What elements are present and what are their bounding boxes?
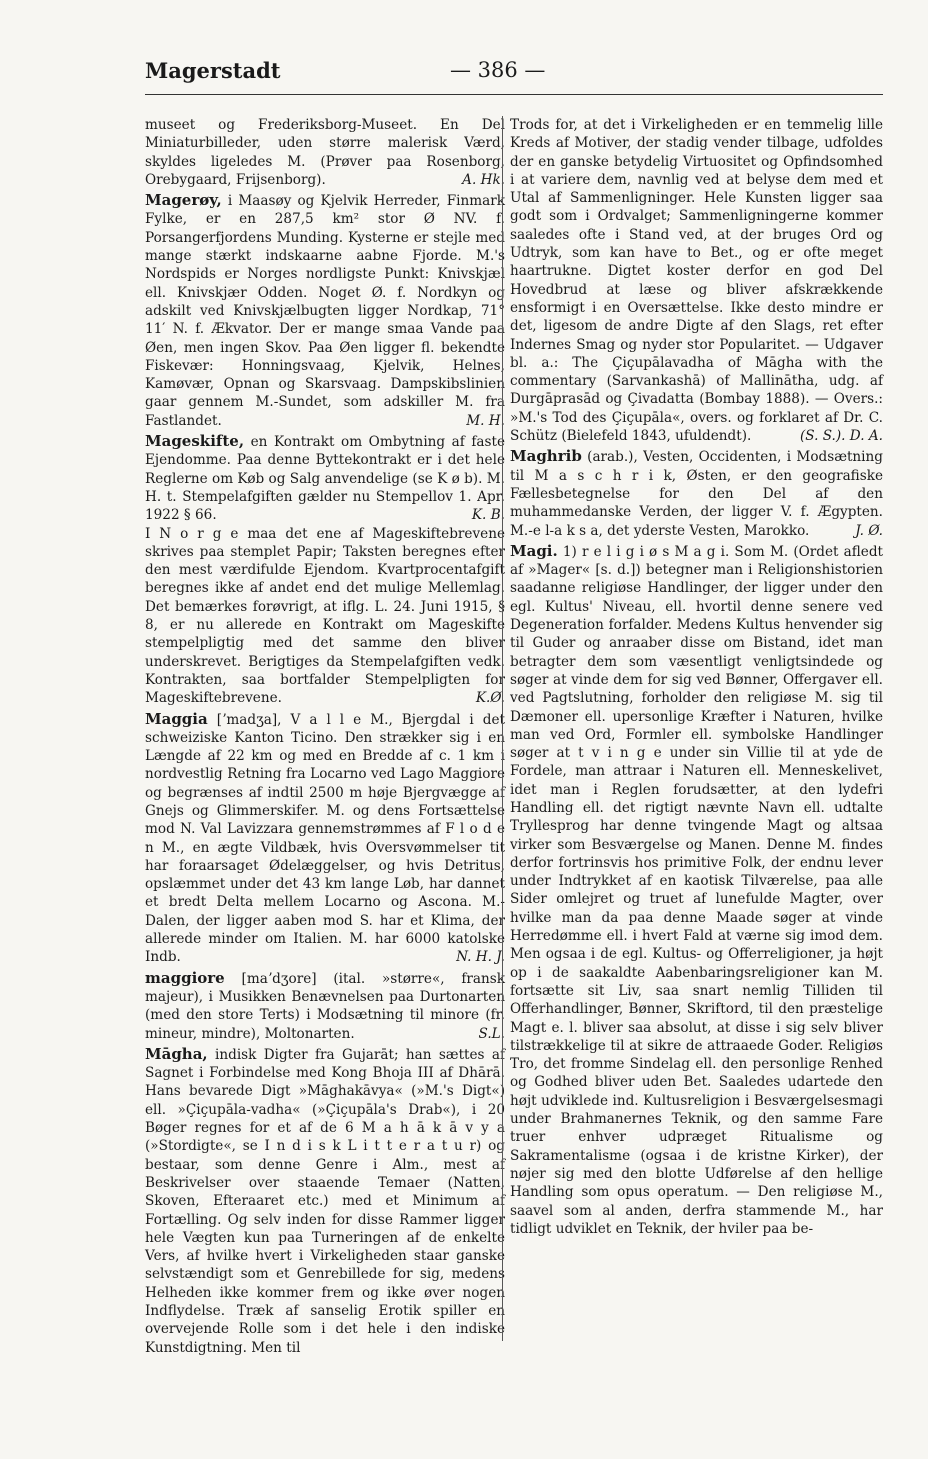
headword: Māgha, — [145, 1044, 208, 1063]
entry-signature: A. Hk. — [462, 171, 505, 188]
headword: Maghrib — [510, 447, 582, 466]
entry-signature: J. Ø. — [855, 522, 883, 539]
entry-magha: Māgha, indisk Digter fra Gujarāt; han sættes af Sagnet i Forbindelse med Kong Bhoja III af Dhārā. Hans bevarede Digt »Māghakāvya« (»M.'s Digt«) ell. »Çiçupāla-vadha« (»Çiçupāla's Drab«), i 20 Bøger regnes for et af de 6 M a h ā k ā v y a (»Stordigte«, se I n d i s k L i t t e r a t u r) og bestaar, som denne Genre i Alm., mest af Beskrivelser over staaende Temaer (Natten, Skoven, Efteraaret etc.) med et Minimum af Fortælling. Og selv inden for disse Rammer ligger hele Vægten kun paa Turneringen af de enkelte Vers, af hvilke hvert i Virkeligheden staar ganske selvstændigt som et Genrebillede for sig, medens Helheden ikke kommer frem og ikke øver nogen Indflydelse. Træk af sanselig Erotik spiller en overvejende Rolle som i det hele i den indiske Kunstdigtning. Men til — [145, 1044, 505, 1356]
entry-magi: Magi. 1) r e l i g i ø s M a g i. Som M. (Ordet afledt af »Mager« [s. d.]) betegner man i Religionshistorien saadanne religiøse Handlinger, der ligger under den egl. Kultus' Niveau, ell. hvortil denne senere ved Degeneration forfalder. Medens Kultus henvender sig til Guder og anraaber disse om Bistand, idet man betragter dem som væsentligt venligtsindede og søger at vinde dem for sig ved Bønner, Offergaver ell. ved Pagtslutning, forholder den religiøse M. sig til Dæmoner ell. upersonlige Kræfter i Naturen, hvilke man ved Ord, Formler ell. symbolske Handlinger søger at t v i n g e under sin Villie til at yde de Fordele, man attraar i Naturen ell. Menneskelivet, idet man i Reglen forudsætter, at den lydefri Handling ell. det rigtigt nævnte Navn ell. udtalte Tryllesprog har denne tvingende Magt og altsaa virker som Besværgelse og Manen. Denne M. findes derfor fortrinsvis hos primitive Folk, der endnu lever under Indtrykket af en kaotisk Tilværelse, paa alle Sider omlejret og truet af lunefulde Magter, over hvilke man da paa denne Maade søger at vinde Herredømme ell. i hvert Fald at værne sig imod dem. Men ogsaa i de egl. Kultus- og Offerreligioner, ja højt op i de saakaldte Aabenbaringsreligioner kan M. fortsætte sit Liv, saa snart nemlig Tilliden til Offerhandlinger, Bønner, Skriftord, til den præstelige Magt e. l. bliver saa absolut, at disse i sig selv bliver tilstrækkelige til at sikre de attraaede Goder. Religiøs Tro, det fromme Sindelag ell. den personlige Renhed og Godhed bliver uden Bet. Saaledes udartede den højt udviklede ind. Kultusreligion i Besværgelsesmagi under Brahmanernes Teknik, og den samme Fare truer enhver udpræget Ritualisme og Sakramentalisme (ogsaa i de kristne Kirker), der nøjer sig med den blotte Udførelse af den hellige Handling som opus operatum. — Den religiøse M., saavel som al anden, derfra stammende M., har tidligt udviklet en Teknik, der hviler paa be- — [510, 541, 883, 1237]
column-divider — [502, 116, 503, 1341]
headword: Maggia — [145, 709, 208, 728]
running-title: Magerstadt — [145, 58, 281, 83]
entry-maghrib: Maghrib (arab.), Vesten, Occidenten, i Modsætning til M a s c h r i k, Østen, er den geografiske Fællesbetegnelse for den Del af den muhammedanske Verden, der ligger V. f. Ægypten. M.-e l-a k s a, det yderste Vesten, Marokko. J. Ø. — [510, 447, 883, 539]
entry-signature: S.L. — [478, 1025, 505, 1042]
entry-maggia: Maggia [ʼmadʒa], V a l l e M., Bjergdal i det schweiziske Kanton Ticino. Den strækker sig i en Længde af 22 km og med en Bredde af c. 1 km i nordvestlig Retning fra Locarno ved Lago Maggiore og begrænses af indtil 2500 m høje Bjergvægge af Gnejs og Glimmerskifer. M. og dens Fortsættelse mod N. Val Lavizzara gennemstrømmes af F l o d e n M., en ægte Vildbæk, hvis Oversvømmelser tit har foraarsaget Ødelæggelser, og hvis Detritus, opslæmmet under det 43 km lange Løb, har dannet et bredt Delta mellem Locarno og Ascona. M.-Dalen, der ligger aaben mod S. har et Klima, der allerede minder om Italien. M. har 6000 katolske Indb. N. H. J. — [145, 709, 506, 966]
entry-continuation: museet og Frederiksborg-Museet. En Del Miniaturbilleder, uden større malerisk Værd, skyldes ligeledes M. (Prøver paa Rosenborg, Orebygaard, Frijsenborg). A. Hk. — [145, 117, 505, 188]
entry-signature: M. H. — [466, 412, 505, 429]
headword: Mageskifte, — [145, 432, 245, 451]
entry-mageskifte: Mageskifte, en Kontrakt om Ombytning af faste Ejendomme. Paa denne Byttekontrakt er i det hele Reglerne om Køb og Salg anvendelige (se K ø b). M. H. t. Stempelafgiften gælder nu Stempellov 1. Apr. 1922 § 66. K. B. — [145, 432, 506, 524]
entry-signature: N. H. J. — [456, 949, 505, 966]
left-column — [145, 116, 505, 1357]
headword: Magerøy, — [145, 191, 222, 210]
entry-signature: K. B. — [471, 507, 505, 524]
headword: Magi. — [510, 541, 558, 560]
entry-continuation: Trods for, at det i Virkeligheden er en temmelig lille Kreds af Motiver, der stadig vender tilbage, udfoldes der en ganske betydelig Virtuositet og Opfindsomhed i at variere dem, navnlig ved at belyse dem med et Utal af Sammenligninger. Hele Kunsten ligger saa godt som i Ordvalget; Sammenligningerne kommer saaledes ofte i Stand ved, at der bruges Ord og Udtryk, som kan have to Bet., og er ofte meget haartrukne. Digtet koster derfor en god Del Hovedbrud at læse og bliver afskrækkende ensformigt i en Oversættelse. Ikke desto mindre er det, ligesom de andre Digte af den Slags, ret efter Indernes Smag og nyder stor Popularitet. — Udgaver bl. a.: The Çiçupālavadha of Māgha with the commentary (Sarvankashā) of Mallināthа, udg. af Durgāprasād og Çivadatta (Bombay 1888). — Overs.: »M.'s Tod des Çiçupāla«, overs. og forklaret af Dr. C. Schütz (Bielefeld 1843, ufuldendt). (S. S.). D. A. — [510, 117, 883, 445]
entry-mageroy: Magerøy, i Maasøy og Kjelvik Herreder, Finmark Fylke, er en 287,5 km² stor Ø NV. f. Porsangerfjordens Munding. Kysterne er stejle med mange stærkt indskaarne aabne Fjorde. M.'s Nordspids er Norges nordligste Punkt: Knivskjæl ell. Knivskjær Odden. Noget Ø. f. Nordkyn og adskilt ved Knivskjælbugten ligger Nordkap, 71° 11′ N. f. Ækvator. Der er mange smaa Vande paa Øen, men ingen Skov. Paa Øen ligger fl. bekendte Fiskevær: Honningsvaag, Kjelvik, Helnes, Kamøvær, Opnan og Skarsvaag. Dampskibslinien gaar gennem M.-Sundet, som adskiller M. fra Fastlandet. M. H. — [145, 191, 505, 429]
entry-paragraph: I N o r g e maa det ene af Mageskiftebrevene skrives paa stemplet Papir; Taksten beregnes efter den mest værdifulde Ejendom. Kvartprocentafgift beregnes ikke af andet end det mulige Mellemlag. Det bemærkes forøvrigt, at iflg. L. 24. Juni 1915, § 8, er nu allerede en Kontrakt om Mageskifte stempelpligtig med det samme den bliver underskrevet. Berigtiges da Stempelafgiften vedk. Kontrakten, saa bortfalder Stempelpligten for Mageskiftebrevene. K.Ø. — [145, 525, 505, 707]
entry-signature: (S. S.). D. A. — [799, 428, 883, 445]
entry-signature: K.Ø. — [475, 690, 505, 707]
right-column — [510, 116, 883, 1238]
headword: maggiore — [145, 968, 225, 987]
page-number: — 386 — — [450, 58, 546, 82]
entry-maggiore: maggiore [maʼdʒore] (ital. »større«, fransk majeur), i Musikken Benævnelsen paa Durtonarten (med den store Terts) i Modsætning til minore (fr. mineur, mindre), Moltonarten. S.L. — [145, 968, 505, 1042]
header-rule — [145, 94, 883, 95]
page-header — [145, 58, 883, 90]
